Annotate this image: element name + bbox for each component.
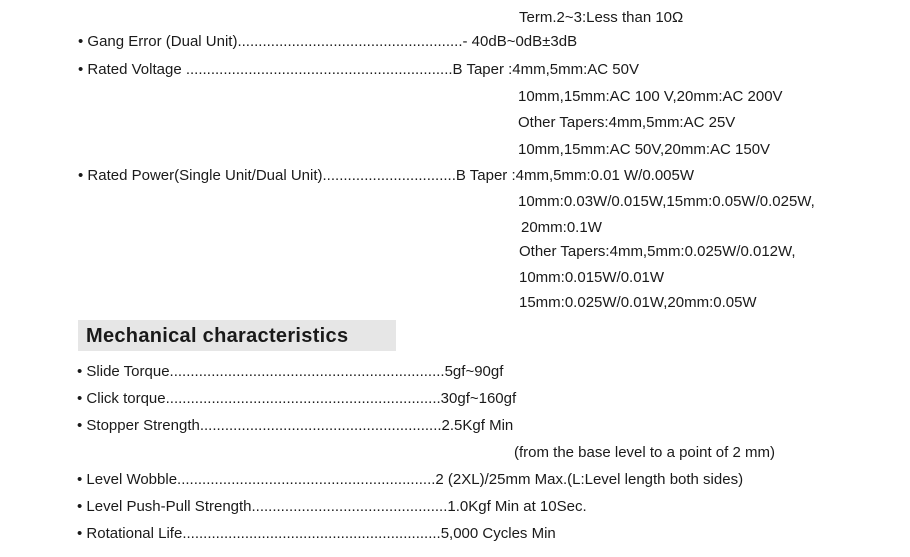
- spec-line-rated-power-cont: Other Tapers:4mm,5mm:0.025W/0.012W,: [519, 243, 796, 260]
- spec-line-rated-power: • Rated Power(Single Unit/Dual Unit)................................B Taper :4mm,5mm:0.01 W/0.005W: [78, 167, 695, 184]
- spec-line-rated-power-cont: 10mm:0.03W/0.015W,15mm:0.05W/0.025W,: [518, 193, 815, 210]
- spec-line-rated-voltage-cont: 10mm,15mm:AC 50V,20mm:AC 150V: [518, 141, 771, 158]
- spec-line-stopper-note: (from the base level to a point of 2 mm): [514, 444, 775, 461]
- spec-line-stopper-strength: • Stopper Strength..........................................................2.5Kgf Min: [77, 417, 514, 434]
- spec-line-rated-power-cont: 20mm:0.1W: [521, 219, 602, 236]
- spec-line-rated-voltage-cont: 10mm,15mm:AC 100 V,20mm:AC 200V: [518, 88, 783, 105]
- spec-line-rotational-life: • Rotational Life..............................................................5,000 Cycles Min: [77, 525, 556, 542]
- spec-line-rated-voltage-cont: Other Tapers:4mm,5mm:AC 25V: [518, 114, 736, 131]
- spec-line-term: Term.2~3:Less than 10Ω: [519, 9, 684, 26]
- spec-line-push-pull: • Level Push-Pull Strength...............................................1.0Kgf Min at 10Sec.: [77, 498, 587, 515]
- spec-line-rated-voltage: • Rated Voltage ................................................................B Taper :4mm,5mm:AC 50V: [78, 61, 639, 78]
- spec-line-click-torque: • Click torque..................................................................30gf~160gf: [77, 390, 517, 407]
- spec-line-slide-torque: • Slide Torque..................................................................5gf~90gf: [77, 363, 504, 380]
- spec-line-rated-power-cont: 10mm:0.015W/0.01W: [519, 269, 665, 286]
- spec-line-gang-error: • Gang Error (Dual Unit)......................................................- 40dB~0dB±3dB: [78, 33, 578, 50]
- section-heading: Mechanical characteristics: [86, 325, 349, 347]
- spec-line-level-wobble: • Level Wobble..............................................................2 (2XL)/25mm Max.(L:Level length both sides): [77, 471, 744, 488]
- spec-line-rated-power-cont: 15mm:0.025W/0.01W,20mm:0.05W: [519, 294, 757, 311]
